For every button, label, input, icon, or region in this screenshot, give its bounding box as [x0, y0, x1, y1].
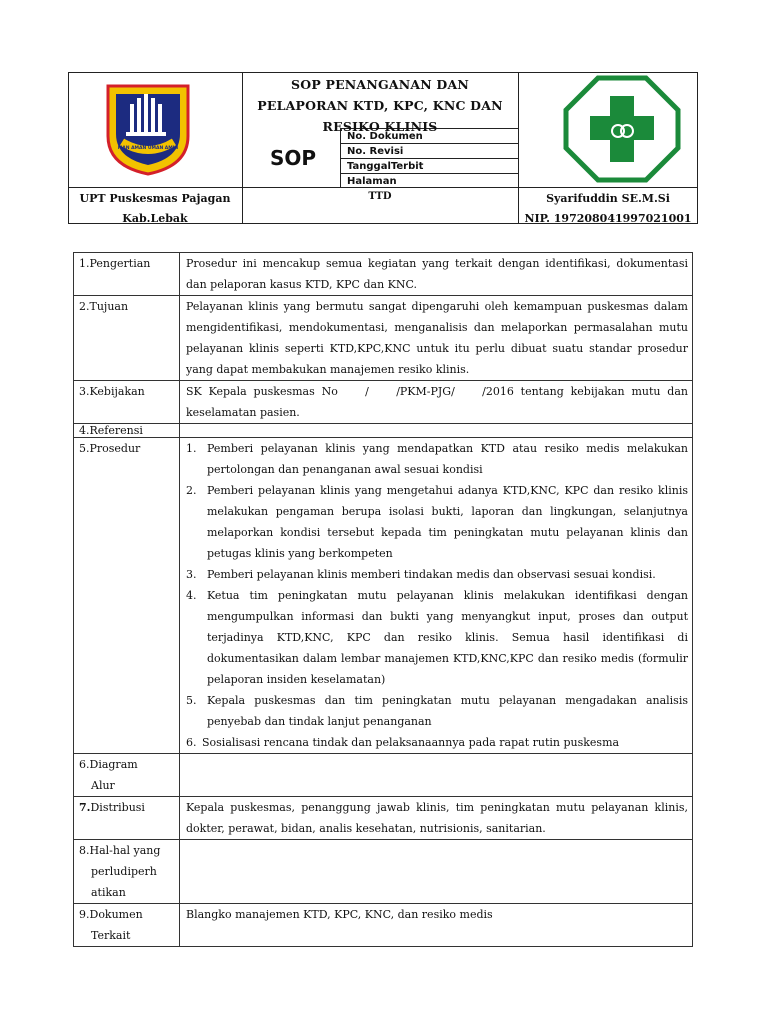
row-prosedur — [74, 438, 693, 754]
list-item: 2. Pemberi pelayanan klinis yang mengetahui adanya KTD,KNC, KPC dan resiko klinis melakukan pengaman berupa isolasi bukti, laporan dan lingkungan, selanjutnya melaporkan kondisi tersebut kepada tim peningkatan mutu pelayanan klinis dan petugas klinis yang berkompeten — [186, 484, 688, 560]
list-item: 6. Sosialisasi rencana tindak dan pelaksanaannya pada rapat rutin puskesma — [186, 736, 620, 749]
row-label: 4.Referensi — [74, 424, 180, 438]
sop-label: SOP — [269, 146, 317, 170]
meta-no-revisi: No. Revisi — [347, 146, 404, 157]
row-pengertian — [74, 253, 693, 296]
org-name: UPT Puskesmas Pajagan Kab.Lebak — [79, 192, 231, 225]
signer-nip: NIP. 197208041997021001 — [524, 212, 692, 225]
row-diagram-alur — [74, 754, 693, 797]
row-label: 5.Prosedur — [74, 438, 180, 754]
row-content: Pelayanan klinis yang bermutu sangat dipengaruhi oleh kemampuan puskesmas dalam mengidentifikasi, mendokumentasi, menganalisis dan melaporkan permasalahan mutu pelayanan klinis seperti KTD,KPC,KNC untuk itu perlu dibuat suatu standar prosedur yang dapat membakukan manajemen resiko klinis. — [180, 296, 693, 381]
ttd-label: TTD — [368, 191, 392, 202]
row-label: 7.Distribusi — [74, 797, 180, 840]
logo-motto: MAN AMAN UMAN AMIN — [117, 146, 179, 151]
row-content — [180, 840, 693, 904]
document-title: SOP PENANGANAN DAN PELAPORAN KTD, KPC, KNC DAN RESIKO KLINIS — [257, 77, 503, 134]
meta-tanggal-terbit: TanggalTerbit — [347, 161, 424, 172]
row-label: 8.Hal-hal yang perludiperh atikan — [74, 840, 180, 904]
row-distribusi — [74, 797, 693, 840]
row-dokumen-terkait — [74, 904, 693, 947]
sop-table — [73, 252, 693, 947]
list-item: 1. Pemberi pelayanan klinis yang mendapatkan KTD atau resiko medis melakukan pertolongan dan penanganan awal sesuai kondisi — [186, 442, 688, 476]
row-referensi — [74, 424, 693, 438]
puskesmas-cross-logo — [562, 74, 682, 184]
row-content: Blangko manajemen KTD, KPC, KNC, dan resiko medis — [180, 904, 693, 947]
row-content: Prosedur ini mencakup semua kegiatan yang terkait dengan identifikasi, dokumentasi dan pelaporan kasus KTD, KPC dan KNC. — [180, 253, 693, 296]
signer-name: Syarifuddin SE.M.Si — [546, 192, 670, 205]
puskesmas-logo — [100, 82, 196, 176]
row-hal-hal — [74, 840, 693, 904]
list-item: 5. Kepala puskesmas dan tim peningkatan mutu pelayanan mengadakan analisis penyebab dan tindak lanjut penanganan — [186, 694, 688, 728]
row-label: 1.Pengertian — [74, 253, 180, 296]
row-label: 3.Kebijakan — [74, 381, 180, 424]
row-content: SK Kepala puskesmas No / /PKM-PJG/ /2016 tentang kebijakan mutu dan keselamatan pasien. — [180, 381, 693, 424]
meta-halaman: Halaman — [347, 176, 397, 187]
row-tujuan — [74, 296, 693, 381]
list-item: 4. Ketua tim peningkatan mutu pelayanan klinis melakukan identifikasi dengan mengumpulkan informasi dan bukti yang menyangkut input, proses dan output terjadinya KTD,KNC, KPC dan resiko klinis. Semua hasil identifikasi di dokumentasikan dalam lembar manajemen KTD,KNC,KPC dan resiko medis (formulir pelaporan insiden keselamatan) — [186, 589, 688, 686]
row-content: Kepala puskesmas, penanggung jawab klinis, tim peningkatan mutu pelayanan klinis, dokter, perawat, bidan, analis kesehatan, nutrisionis, sanitarian. — [180, 797, 693, 840]
procedure-steps — [186, 438, 688, 753]
row-label: 9.Dokumen Terkait — [74, 904, 180, 947]
row-kebijakan — [74, 381, 693, 424]
list-item: 3. Pemberi pelayanan klinis memberi tindakan medis dan observasi sesuai kondisi. — [186, 568, 656, 581]
row-content — [180, 754, 693, 797]
row-content — [180, 438, 693, 754]
meta-no-dokumen: No. Dokumen — [347, 131, 423, 142]
row-label: 2.Tujuan — [74, 296, 180, 381]
row-content — [180, 424, 693, 438]
signer-block — [520, 189, 696, 229]
row-label: 6.Diagram Alur — [74, 754, 180, 797]
